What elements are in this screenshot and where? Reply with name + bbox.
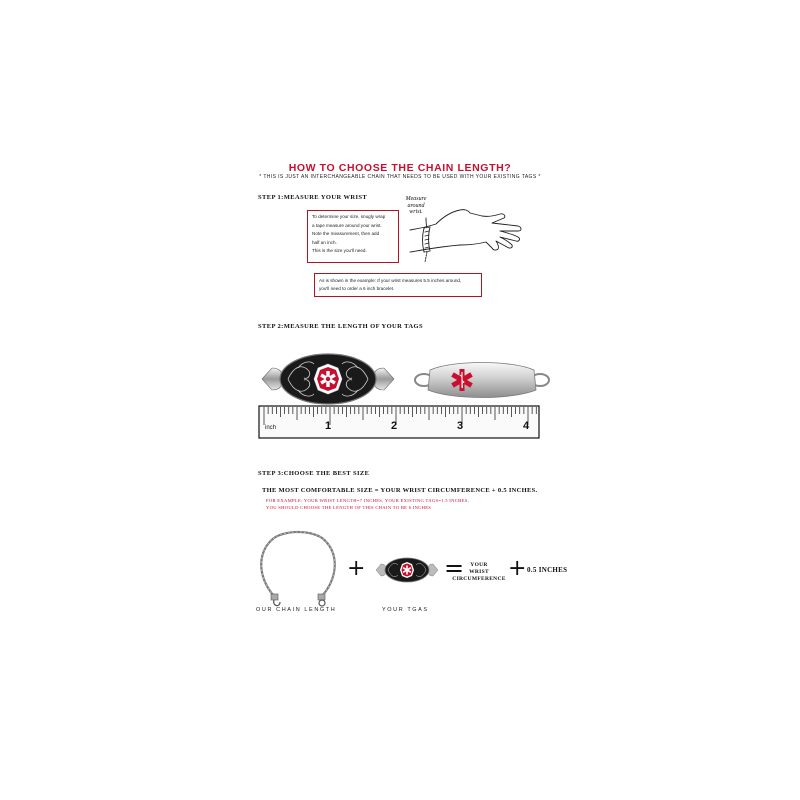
ruler-number: 3	[457, 420, 464, 432]
step3-heading: STEP 3:CHOOSE THE BEST SIZE	[258, 470, 370, 477]
hand-measure-icon	[404, 204, 526, 266]
plus-sign: +	[508, 556, 527, 581]
wrist-label-line: CIRCUMFERENCE	[452, 576, 506, 582]
ruler-number: 1	[325, 420, 332, 432]
ruler-icon	[258, 405, 540, 439]
page-subtitle: * THIS IS JUST AN INTERCHANGEABLE CHAIN THAT NEEDS TO BE USED WITH YOUR EXISTING TAGS *	[259, 174, 541, 180]
hand-label-line: Measure	[405, 196, 427, 202]
medical-tag-black-icon	[374, 556, 440, 584]
instruction-line: This is the size you'll need.	[312, 248, 367, 253]
hand-label-line: wrist.	[409, 209, 423, 215]
half-inch-label: 0.5 INCHES	[527, 566, 568, 574]
example-line: As is shown in the example: If your wrist measures 5.5 inches around,	[319, 278, 462, 283]
instruction-line: a tape measure around your wrist.	[312, 222, 382, 228]
ruler-number: 4	[523, 420, 530, 432]
instruction-line: To determine your size, snugly wrap	[312, 214, 386, 219]
caption-chain-length: OUR CHAIN LENGTH	[256, 607, 337, 613]
page-title: HOW TO CHOOSE THE CHAIN LENGTH?	[288, 162, 512, 174]
chain-bracelet-icon	[252, 528, 344, 608]
example-line: FOR EXAMPLE: YOUR WRIST LENGTH=7 INCHES, YOUR EXISTING TAGS=1.5 INCHES,	[266, 498, 470, 503]
step3-example	[266, 498, 469, 511]
example-line: you'll need to order a 6 inch bracelet.	[319, 285, 395, 291]
step1-heading: STEP 1:MEASURE YOUR WRIST	[258, 194, 368, 201]
hand-label-line: around	[407, 202, 425, 209]
example-line: YOU SHOULD CHOOSE THE LENGTH OF THIS CHAIN TO BE 6 INCHES	[266, 504, 432, 510]
medical-tag-silver-icon	[412, 356, 552, 406]
ruler-number: 2	[391, 420, 398, 432]
wrist-label-line: YOUR	[470, 562, 488, 568]
wrist-circumference-label	[448, 562, 510, 583]
step1-instructions-box	[307, 210, 399, 263]
instruction-line: half an inch.	[312, 239, 337, 245]
step2-heading: STEP 2:MEASURE THE LENGTH OF YOUR TAGS	[258, 323, 423, 330]
equals-sign: =	[444, 554, 465, 582]
medical-tag-black-icon	[258, 352, 398, 406]
instruction-line: Note the measurement, then add	[312, 231, 380, 236]
ruler-unit: inch	[265, 425, 277, 431]
plus-sign: +	[347, 556, 366, 581]
caption-your-tags: YOUR TGAS	[382, 607, 429, 613]
wrist-label-line: WRIST	[469, 569, 489, 575]
step3-formula: THE MOST COMFORTABLE SIZE = YOUR WRIST CIRCUMFERENCE + 0.5 INCHES.	[262, 487, 538, 494]
step1-example-box	[314, 273, 482, 297]
